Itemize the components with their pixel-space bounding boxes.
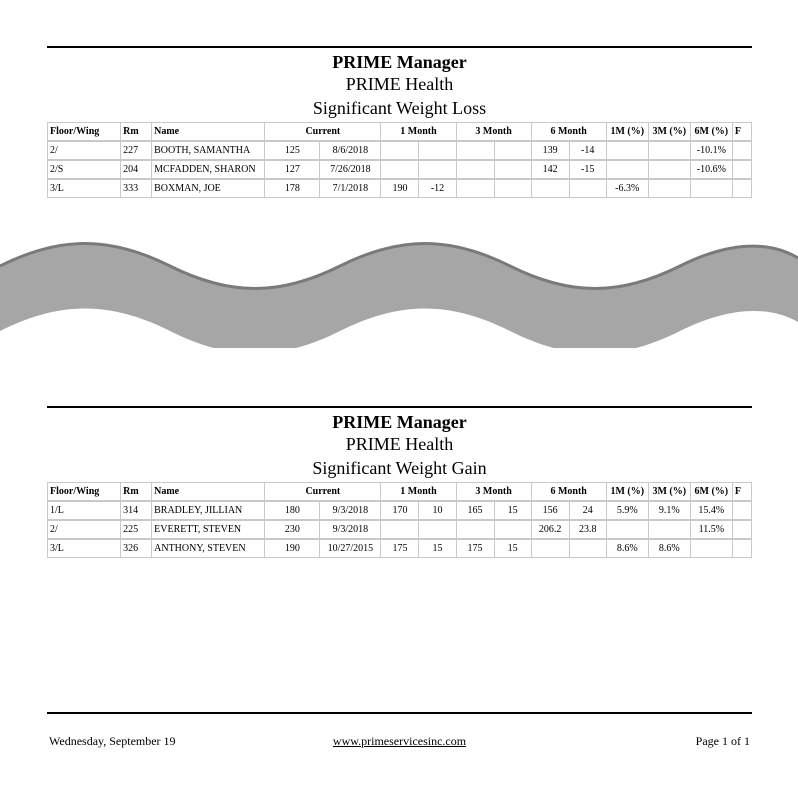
cell: 15 bbox=[495, 539, 532, 558]
cell: -14 bbox=[570, 141, 607, 160]
cell: 3/L bbox=[47, 539, 121, 558]
col-current: Current bbox=[265, 122, 381, 141]
cell: 10/27/2015 bbox=[320, 539, 381, 558]
cell bbox=[691, 539, 733, 558]
cell: 175 bbox=[381, 539, 419, 558]
col-f: F bbox=[733, 122, 752, 141]
weight-gain-report bbox=[47, 406, 752, 558]
cell: 9/3/2018 bbox=[320, 520, 381, 539]
table-row bbox=[47, 179, 752, 198]
cell: 23.8 bbox=[570, 520, 607, 539]
col-floor-wing: Floor/Wing bbox=[47, 482, 121, 501]
cell: 227 bbox=[121, 141, 152, 160]
table-row bbox=[47, 520, 752, 539]
cell bbox=[607, 160, 649, 179]
report-title: Significant Weight Gain bbox=[312, 458, 487, 478]
cell: 8.6% bbox=[649, 539, 691, 558]
weight-gain-table bbox=[47, 482, 752, 558]
cell bbox=[495, 141, 532, 160]
cell bbox=[607, 141, 649, 160]
cell: 190 bbox=[381, 179, 419, 198]
cell bbox=[495, 520, 532, 539]
cell: 175 bbox=[457, 539, 495, 558]
cell: 1/L bbox=[47, 501, 121, 520]
cell: 3/L bbox=[47, 179, 121, 198]
col-6m-pct: 6M (%) bbox=[691, 482, 733, 501]
cell: 333 bbox=[121, 179, 152, 198]
col-3-month: 3 Month bbox=[457, 122, 532, 141]
cell: 314 bbox=[121, 501, 152, 520]
cell: 7/1/2018 bbox=[320, 179, 381, 198]
cell bbox=[691, 179, 733, 198]
cell bbox=[733, 141, 752, 160]
col-6m-pct: 6M (%) bbox=[691, 122, 733, 141]
cell: 2/ bbox=[47, 520, 121, 539]
cell bbox=[649, 141, 691, 160]
cell: -10.1% bbox=[691, 141, 733, 160]
cell: 5.9% bbox=[607, 501, 649, 520]
cell: -12 bbox=[419, 179, 456, 198]
weight-loss-table bbox=[47, 122, 752, 198]
company-title: PRIME Manager bbox=[332, 52, 467, 72]
cell: 127 bbox=[265, 160, 320, 179]
table-header-row bbox=[47, 122, 752, 141]
cell bbox=[733, 179, 752, 198]
website-link[interactable]: www.primeservicesinc.com bbox=[332, 734, 467, 748]
col-6-month: 6 Month bbox=[532, 122, 607, 141]
cell bbox=[419, 520, 456, 539]
cell: MCFADDEN, SHARON bbox=[152, 160, 265, 179]
cell: 230 bbox=[265, 520, 320, 539]
cell bbox=[457, 520, 495, 539]
footer-rule bbox=[47, 712, 752, 714]
cell: 178 bbox=[265, 179, 320, 198]
cell bbox=[457, 141, 495, 160]
table-row bbox=[47, 141, 752, 160]
cell: 11.5% bbox=[691, 520, 733, 539]
cell: 2/ bbox=[47, 141, 121, 160]
cell: BOOTH, SAMANTHA bbox=[152, 141, 265, 160]
cell: EVERETT, STEVEN bbox=[152, 520, 265, 539]
cell: 15 bbox=[419, 539, 456, 558]
page-number: Page 1 of 1 bbox=[695, 734, 750, 748]
col-3m-pct: 3M (%) bbox=[649, 482, 691, 501]
cell bbox=[419, 160, 456, 179]
page-footer bbox=[47, 712, 752, 754]
col-rm: Rm bbox=[121, 122, 152, 141]
facility-title: PRIME Health bbox=[345, 74, 454, 94]
cell: 9/3/2018 bbox=[320, 501, 381, 520]
col-1m-pct: 1M (%) bbox=[607, 482, 649, 501]
cell: 15 bbox=[495, 501, 532, 520]
cell: 165 bbox=[457, 501, 495, 520]
cell bbox=[649, 179, 691, 198]
cell bbox=[570, 179, 607, 198]
col-rm: Rm bbox=[121, 482, 152, 501]
facility-title: PRIME Health bbox=[345, 434, 454, 454]
cell bbox=[532, 179, 570, 198]
header-rule bbox=[47, 46, 752, 48]
cell bbox=[570, 539, 607, 558]
table-header-row bbox=[47, 482, 752, 501]
cell bbox=[381, 160, 419, 179]
col-3m-pct: 3M (%) bbox=[649, 122, 691, 141]
cell bbox=[733, 160, 752, 179]
cell bbox=[419, 141, 456, 160]
footer-date: Wednesday, September 19 bbox=[49, 734, 176, 748]
cell: 2/S bbox=[47, 160, 121, 179]
cell bbox=[733, 501, 752, 520]
cell: -15 bbox=[570, 160, 607, 179]
cell: 15.4% bbox=[691, 501, 733, 520]
cell: 142 bbox=[532, 160, 570, 179]
cell: 125 bbox=[265, 141, 320, 160]
col-floor-wing: Floor/Wing bbox=[47, 122, 121, 141]
col-6-month: 6 Month bbox=[532, 482, 607, 501]
col-name: Name bbox=[152, 122, 265, 141]
report-title: Significant Weight Loss bbox=[312, 98, 487, 118]
cell: 206.2 bbox=[532, 520, 570, 539]
cell bbox=[733, 520, 752, 539]
cell bbox=[495, 179, 532, 198]
cell: 225 bbox=[121, 520, 152, 539]
cell: ANTHONY, STEVEN bbox=[152, 539, 265, 558]
cell bbox=[457, 160, 495, 179]
table-row bbox=[47, 160, 752, 179]
col-current: Current bbox=[265, 482, 381, 501]
header-rule bbox=[47, 406, 752, 408]
cell bbox=[649, 160, 691, 179]
table-row bbox=[47, 501, 752, 520]
cell: 7/26/2018 bbox=[320, 160, 381, 179]
cell: 24 bbox=[570, 501, 607, 520]
cell: 10 bbox=[419, 501, 456, 520]
col-1-month: 1 Month bbox=[381, 482, 456, 501]
cell bbox=[381, 520, 419, 539]
cell bbox=[649, 520, 691, 539]
cell: -10.6% bbox=[691, 160, 733, 179]
col-name: Name bbox=[152, 482, 265, 501]
cell bbox=[607, 520, 649, 539]
cell bbox=[381, 141, 419, 160]
cell: 326 bbox=[121, 539, 152, 558]
cell: 9.1% bbox=[649, 501, 691, 520]
col-1-month: 1 Month bbox=[381, 122, 456, 141]
company-title: PRIME Manager bbox=[332, 412, 467, 432]
cell bbox=[532, 539, 570, 558]
weight-loss-report bbox=[47, 46, 752, 198]
cell: 204 bbox=[121, 160, 152, 179]
cell: 139 bbox=[532, 141, 570, 160]
col-1m-pct: 1M (%) bbox=[607, 122, 649, 141]
cell: 170 bbox=[381, 501, 419, 520]
page-break-wave bbox=[0, 236, 798, 348]
col-3-month: 3 Month bbox=[457, 482, 532, 501]
col-f: F bbox=[733, 482, 752, 501]
cell: BRADLEY, JILLIAN bbox=[152, 501, 265, 520]
cell: 8/6/2018 bbox=[320, 141, 381, 160]
cell: -6.3% bbox=[607, 179, 649, 198]
cell bbox=[457, 179, 495, 198]
cell: 180 bbox=[265, 501, 320, 520]
cell: BOXMAN, JOE bbox=[152, 179, 265, 198]
cell bbox=[495, 160, 532, 179]
cell: 190 bbox=[265, 539, 320, 558]
cell: 8.6% bbox=[607, 539, 649, 558]
table-row bbox=[47, 539, 752, 558]
cell: 156 bbox=[532, 501, 570, 520]
cell bbox=[733, 539, 752, 558]
